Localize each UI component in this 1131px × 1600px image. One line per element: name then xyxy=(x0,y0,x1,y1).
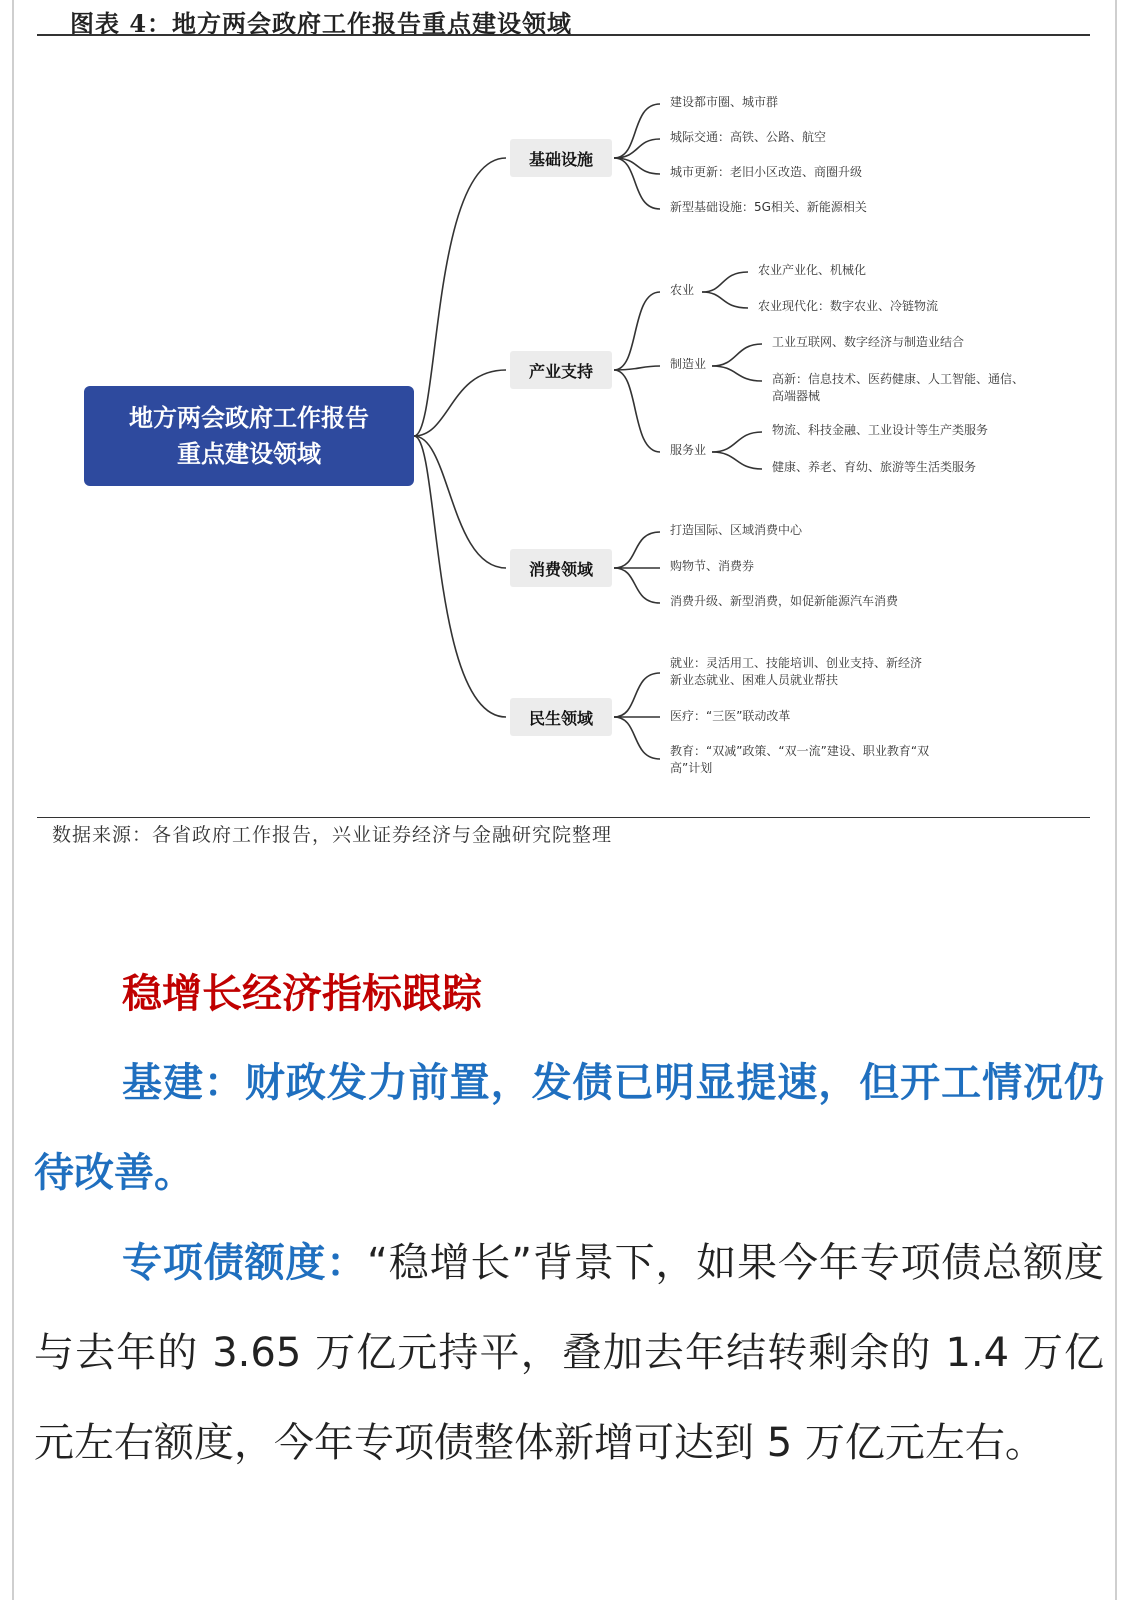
livelihood-leaf-2: 医疗：“三医”联动改革 xyxy=(670,709,791,723)
paragraph-text: “稳增长”背景下，如果今年专项债总额度与去年的 3.65 万亿元持平，叠加去年结转剩余的 1.4 万亿元左右额度，今年专项债整体新增可达到 5 万亿元左右。 xyxy=(34,1240,1104,1466)
svc-leaf-1: 物流、科技金融、工业设计等生产类服务 xyxy=(772,423,989,437)
connector-svc-leaf-2 xyxy=(712,452,762,469)
section-title: 稳增长经济指标跟踪 xyxy=(122,971,482,1017)
consumption-leaf-1: 打造国际、区域消费中心 xyxy=(670,523,803,537)
paragraph-label: 专项债额度： xyxy=(122,1240,368,1286)
subheading: 基建：财政发力前置，发债已明显提速，但开工情况仍待改善。 xyxy=(34,1060,1104,1196)
connector-agri-leaf-2 xyxy=(702,292,748,308)
connector-livelihood-leaf-1 xyxy=(614,673,660,717)
consumption-leaf-2: 购物节、消费券 xyxy=(670,559,755,573)
svc-leaf-2: 健康、养老、育幼、旅游等生活类服务 xyxy=(772,460,977,474)
connector-livelihood-leaf-3 xyxy=(614,717,660,759)
livelihood-leaf-1-cont: 新业态就业、困难人员就业帮扶 xyxy=(670,673,839,687)
sub-agriculture: 农业 xyxy=(670,283,695,297)
figure-title: 图表 4：地方两会政府工作报告重点建设领域 xyxy=(70,9,573,38)
branch-livelihood: 民生领域 xyxy=(510,698,612,736)
infra-leaf-3: 城市更新：老旧小区改造、商圈升级 xyxy=(670,165,863,179)
mfg-leaf-2: 高新：信息技术、医药健康、人工智能、通信、 xyxy=(772,372,1025,386)
root-line-2: 重点建设领域 xyxy=(177,440,321,468)
figure-source: 数据来源：各省政府工作报告，兴业证券经济与金融研究院整理 xyxy=(52,824,613,846)
connector-agri-leaf-1 xyxy=(702,272,748,292)
connector-industry-agri xyxy=(614,292,660,370)
root-line-1: 地方两会政府工作报告 xyxy=(129,404,369,432)
infra-leaf-4: 新型基础设施：5G相关、新能源相关 xyxy=(670,200,867,214)
connector-svc-leaf-1 xyxy=(712,432,762,452)
connector-infra-leaf-2 xyxy=(614,139,660,158)
connector-consumption-leaf-1 xyxy=(614,532,660,568)
branch-industry: 产业支持 xyxy=(510,351,612,389)
mfg-leaf-2-cont: 高端器械 xyxy=(772,389,821,403)
connector-mfg-leaf-1 xyxy=(712,344,762,366)
agri-leaf-2: 农业现代化：数字农业、冷链物流 xyxy=(758,299,939,313)
sub-services: 服务业 xyxy=(670,443,707,457)
infra-leaf-2: 城际交通：高铁、公路、航空 xyxy=(670,130,827,144)
figure-bottom-rule xyxy=(37,817,1090,818)
agri-leaf-1: 农业产业化、机械化 xyxy=(758,263,867,277)
connector-consumption-leaf-3 xyxy=(614,568,660,603)
mindmap-root xyxy=(84,386,414,486)
livelihood-leaf-3-cont: 高”计划 xyxy=(670,761,713,775)
connector-industry-svc xyxy=(614,370,660,452)
sub-manufacturing: 制造业 xyxy=(670,357,707,371)
connector-mfg-leaf-2 xyxy=(712,366,762,381)
branch-infrastructure: 基础设施 xyxy=(510,139,612,177)
livelihood-leaf-1: 就业：灵活用工、技能培训、创业支持、新经济 xyxy=(670,656,923,670)
connector-root-industry xyxy=(414,370,506,436)
connector-root-consumption xyxy=(414,436,506,568)
branch-consumption: 消费领域 xyxy=(510,549,612,587)
mfg-leaf-1: 工业互联网、数字经济与制造业结合 xyxy=(772,335,965,349)
infra-leaf-1: 建设都市圈、城市群 xyxy=(670,95,779,109)
connector-root-livelihood xyxy=(414,436,506,717)
body-paragraph xyxy=(34,1218,1104,1488)
livelihood-leaf-3: 教育：“双减”政策、“双一流”建设、职业教育“双 xyxy=(670,744,930,758)
consumption-leaf-3: 消费升级、新型消费，如促新能源汽车消费 xyxy=(670,594,899,608)
